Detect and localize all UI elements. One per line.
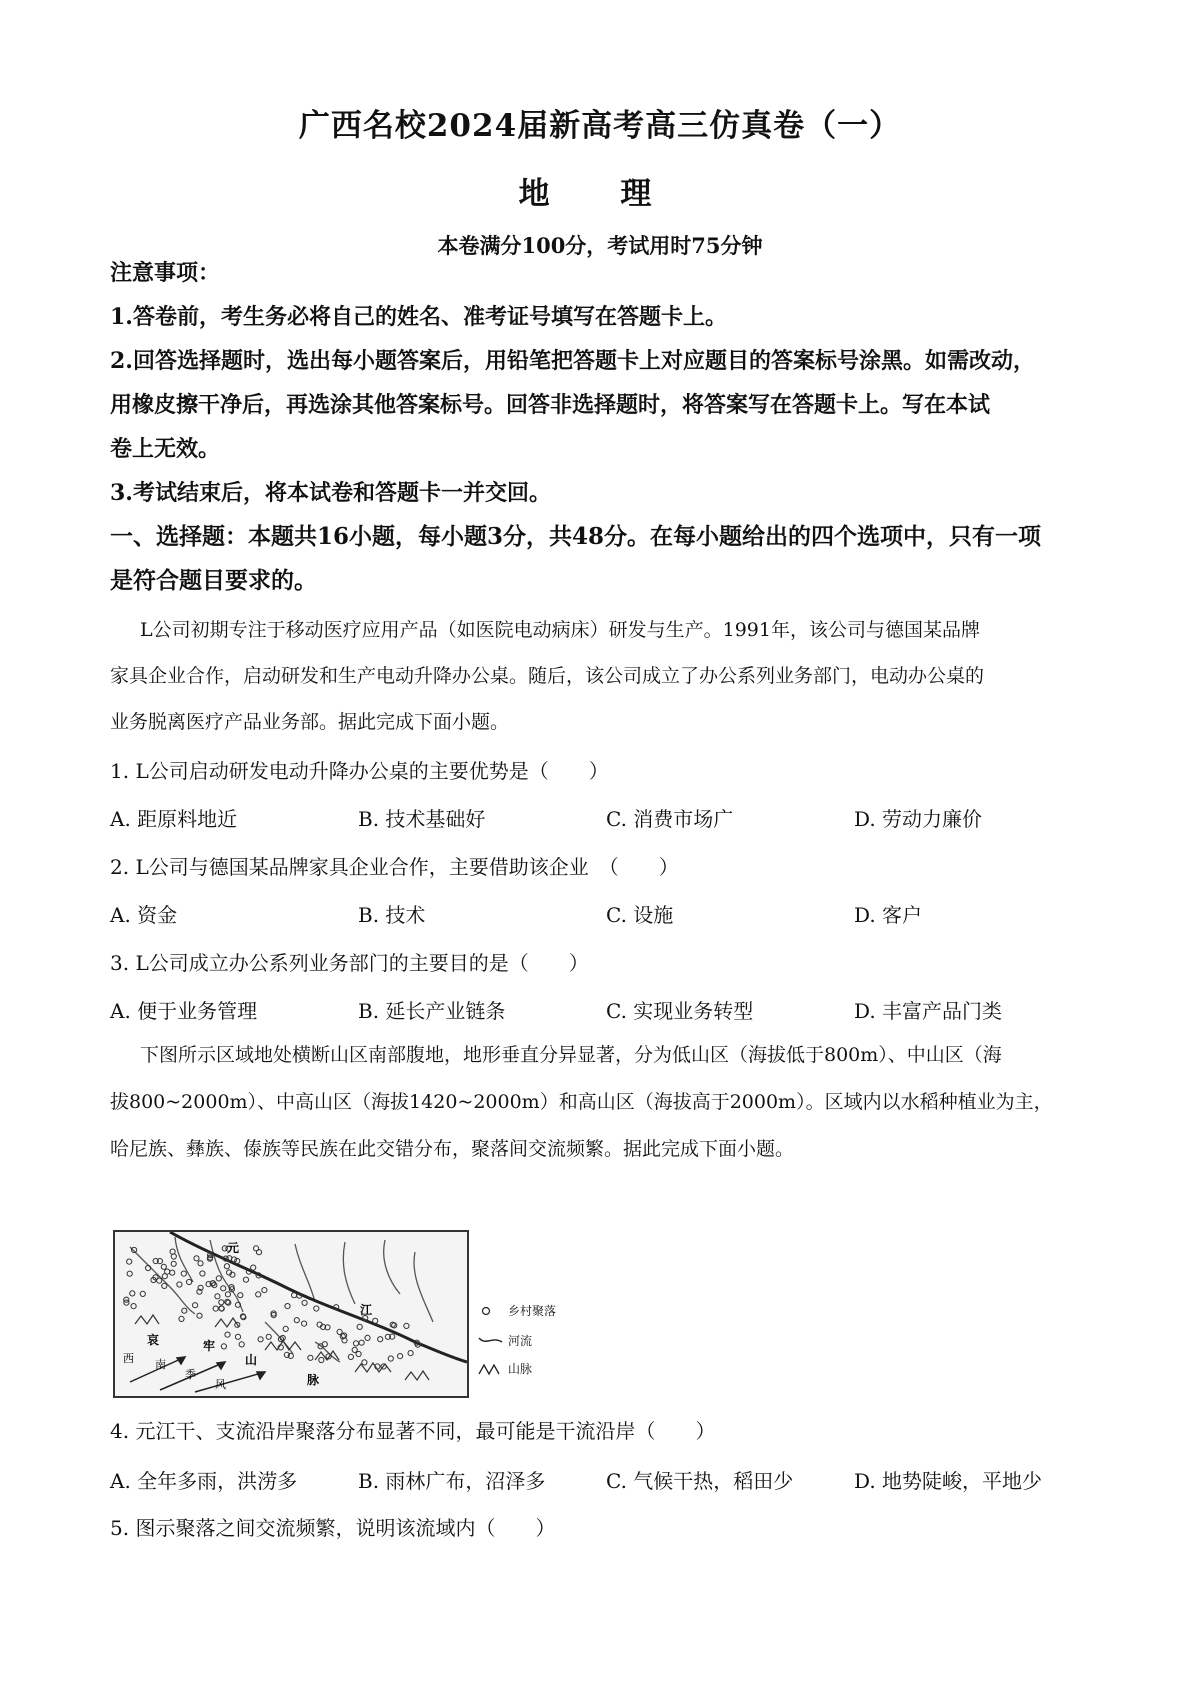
village-dot — [359, 1340, 364, 1345]
village-dot — [302, 1300, 307, 1305]
village-dot — [235, 1258, 240, 1263]
passage-2-line-3: 哈尼族、彝族、傣族等民族在此交错分布，聚落间交流频繁。据此完成下面小题。 — [110, 1138, 795, 1160]
question-1-option-c[interactable]: C. 消费市场广 — [606, 807, 734, 831]
question-2-option-b[interactable]: B. 技术 — [358, 903, 426, 927]
village-dot — [225, 1292, 230, 1297]
question-3-option-d[interactable]: D. 丰富产品门类 — [854, 999, 1003, 1023]
village-dot — [177, 1282, 182, 1287]
village-dot — [388, 1356, 393, 1361]
village-dot — [348, 1354, 353, 1359]
village-dot — [198, 1261, 203, 1266]
village-dot — [131, 1304, 136, 1309]
village-dot — [225, 1332, 230, 1337]
legend-village-label: 乡村聚落 — [508, 1304, 557, 1318]
map-label-yuan: 元 — [227, 1241, 240, 1255]
village-dot — [181, 1271, 186, 1276]
village-dot — [161, 1264, 166, 1269]
village-dot — [171, 1261, 176, 1266]
village-dot — [200, 1271, 205, 1276]
village-dot — [171, 1254, 176, 1259]
mountain-icon — [478, 1362, 504, 1376]
question-1-option-a[interactable]: A. 距原料地近 — [110, 807, 238, 831]
map-label-jiang: 江 — [360, 1303, 373, 1317]
village-dot — [219, 1300, 224, 1305]
question-1-option-d[interactable]: D. 劳动力廉价 — [854, 807, 983, 831]
village-dot — [357, 1324, 362, 1329]
village-dot — [408, 1351, 413, 1356]
notice-item-1: 1.答卷前，考生务必将自己的姓名、准考证号填写在答题卡上。 — [110, 304, 727, 330]
passage-2-line-2: 拔800~2000m）、中高山区（海拔1420~2000m）和高山区（海拔高于2000m）。区域内以水稻种植业为主， — [110, 1091, 1053, 1113]
map-label-shan: 山 — [245, 1353, 258, 1367]
question-3-option-c[interactable]: C. 实现业务转型 — [606, 999, 754, 1023]
question-2-options — [110, 899, 1100, 929]
village-dot — [140, 1291, 145, 1296]
question-1-option-b[interactable]: B. 技术基础好 — [358, 807, 486, 831]
village-dot — [239, 1342, 244, 1347]
village-dot — [221, 1286, 226, 1291]
village-dot — [187, 1279, 192, 1284]
village-dot — [127, 1259, 132, 1264]
question-4-option-a[interactable]: A. 全年多雨，洪涝多 — [110, 1469, 298, 1493]
village-dot — [170, 1270, 175, 1275]
map-label-nan: 南 — [155, 1358, 166, 1371]
village-dot — [294, 1318, 299, 1323]
question-1-stem: 1. L公司启动研发电动升降办公桌的主要优势是（ ） — [110, 759, 609, 783]
village-dot — [127, 1271, 132, 1276]
village-dot — [251, 1265, 256, 1270]
exam-subject — [0, 168, 1200, 213]
village-dot — [378, 1337, 383, 1342]
question-3-options — [110, 995, 1100, 1025]
river-icon — [478, 1334, 504, 1348]
village-dot — [146, 1265, 151, 1270]
village-dot — [193, 1303, 198, 1308]
village-dots — [124, 1246, 421, 1369]
village-icon — [478, 1304, 498, 1318]
village-dot — [404, 1323, 409, 1328]
village-dot — [365, 1335, 370, 1340]
village-dot — [224, 1264, 229, 1269]
exam-meta: 本卷满分100分，考试用时75分钟 — [437, 233, 763, 258]
village-dot — [398, 1354, 403, 1359]
section-1-line-1: 一、选择题：本题共16小题，每小题3分，共48分。在每小题给出的四个选项中，只有一项 — [110, 523, 1042, 550]
map-label-feng: 风 — [215, 1378, 226, 1391]
question-3-option-a[interactable]: A. 便于业务管理 — [110, 999, 258, 1023]
question-2-stem: 2. L公司与德国某品牌家具企业合作，主要借助该企业 （ ） — [110, 855, 679, 879]
village-dot — [356, 1351, 361, 1356]
village-dot — [319, 1357, 324, 1362]
question-5-stem: 5. 图示聚落之间交流频繁，说明该流域内（ ） — [110, 1516, 556, 1540]
map-legend — [478, 1302, 588, 1392]
village-dot — [353, 1341, 358, 1346]
question-4-option-d[interactable]: D. 地势陡峻，平地少 — [854, 1469, 1043, 1493]
notice-item-2-line-1: 2.回答选择题时，选出每小题答案后，用铅笔把答题卡上对应题目的答案标号涂黑。如需改动， — [110, 348, 1035, 374]
exam-title: 广西名校2024届新高考高三仿真卷（一） — [298, 108, 902, 144]
village-dot — [314, 1306, 319, 1311]
question-4-stem: 4. 元江干、支流沿岸聚落分布显著不同，最可能是干流沿岸（ ） — [110, 1419, 716, 1443]
question-2-option-d[interactable]: D. 客户 — [854, 903, 923, 927]
village-dot — [215, 1294, 220, 1299]
map-label-lao: 牢 — [203, 1339, 216, 1353]
question-3-option-b[interactable]: B. 延长产业链条 — [358, 999, 506, 1023]
section-1-line-2: 是符合题目要求的。 — [110, 567, 317, 594]
village-dot — [308, 1355, 313, 1360]
question-3-stem: 3. L公司成立办公系列业务部门的主要目的是（ ） — [110, 951, 589, 975]
legend-river-label: 河流 — [508, 1334, 533, 1348]
village-dot — [162, 1283, 167, 1288]
village-dot — [243, 1277, 248, 1282]
question-4-option-b[interactable]: B. 雨林广布，沼泽多 — [358, 1469, 546, 1493]
village-dot — [373, 1318, 378, 1323]
village-dot — [322, 1342, 327, 1347]
village-dot — [170, 1249, 175, 1254]
village-dot — [256, 1292, 261, 1297]
region-map — [113, 1230, 469, 1398]
village-dot — [266, 1334, 271, 1339]
passage-1-line-2: 家具企业合作，启动研发和生产电动升降办公桌。随后，该公司成立了办公系列业务部门，电动办公桌的 — [110, 665, 985, 687]
village-dot — [162, 1274, 167, 1279]
question-2-option-a[interactable]: A. 资金 — [110, 903, 178, 927]
village-dot — [130, 1291, 135, 1296]
village-dot — [302, 1321, 307, 1326]
village-dot — [221, 1344, 226, 1349]
legend-mountain-label: 山脉 — [508, 1362, 533, 1376]
village-dot — [254, 1246, 259, 1251]
question-1-options — [110, 803, 1100, 833]
village-dot — [216, 1276, 221, 1281]
notice-item-2-line-2: 用橡皮擦干净后，再选涂其他答案标号。回答非选择题时，将答案写在答题卡上。写在本试 — [110, 392, 991, 418]
map-label-ji: 季 — [185, 1368, 196, 1381]
question-4-options — [110, 1465, 1100, 1495]
map-label-xi: 西 — [123, 1352, 134, 1365]
village-dot — [235, 1334, 240, 1339]
village-dot — [258, 1337, 263, 1342]
map-svg — [115, 1232, 467, 1396]
notice-item-3: 3.考试结束后，将本试卷和答题卡一并交回。 — [110, 480, 551, 506]
village-dot — [197, 1313, 202, 1318]
map-label-ai: 哀 — [147, 1333, 160, 1347]
passage-2-line-1: 下图所示区域地处横断山区南部腹地，地形垂直分异显著，分为低山区（海拔低于800m）、中山区（海 — [140, 1044, 1002, 1066]
map-label-mai: 脉 — [307, 1373, 320, 1387]
notice-heading: 注意事项： — [110, 260, 221, 286]
question-2-option-c[interactable]: C. 设施 — [606, 903, 674, 927]
passage-1-line-3: 业务脱离医疗产品业务部。据此完成下面小题。 — [110, 711, 510, 733]
subject-text: 地 理 — [518, 176, 682, 212]
village-dot — [179, 1316, 184, 1321]
question-4-option-c[interactable]: C. 气候干热，稻田少 — [606, 1469, 794, 1493]
village-dot — [362, 1360, 367, 1365]
village-dot — [194, 1256, 199, 1261]
village-dot — [283, 1326, 288, 1331]
village-dot — [285, 1304, 290, 1309]
notice-item-2-line-3: 卷上无效。 — [110, 436, 221, 462]
village-dot — [292, 1293, 297, 1298]
village-dot — [238, 1293, 243, 1298]
passage-1-line-1: L公司初期专注于移动医疗应用产品（如医院电动病床）研发与生产。1991年，该公司与德国某品牌 — [140, 619, 980, 641]
village-dot — [262, 1288, 267, 1293]
village-dot — [213, 1306, 218, 1311]
village-dot — [182, 1308, 187, 1313]
